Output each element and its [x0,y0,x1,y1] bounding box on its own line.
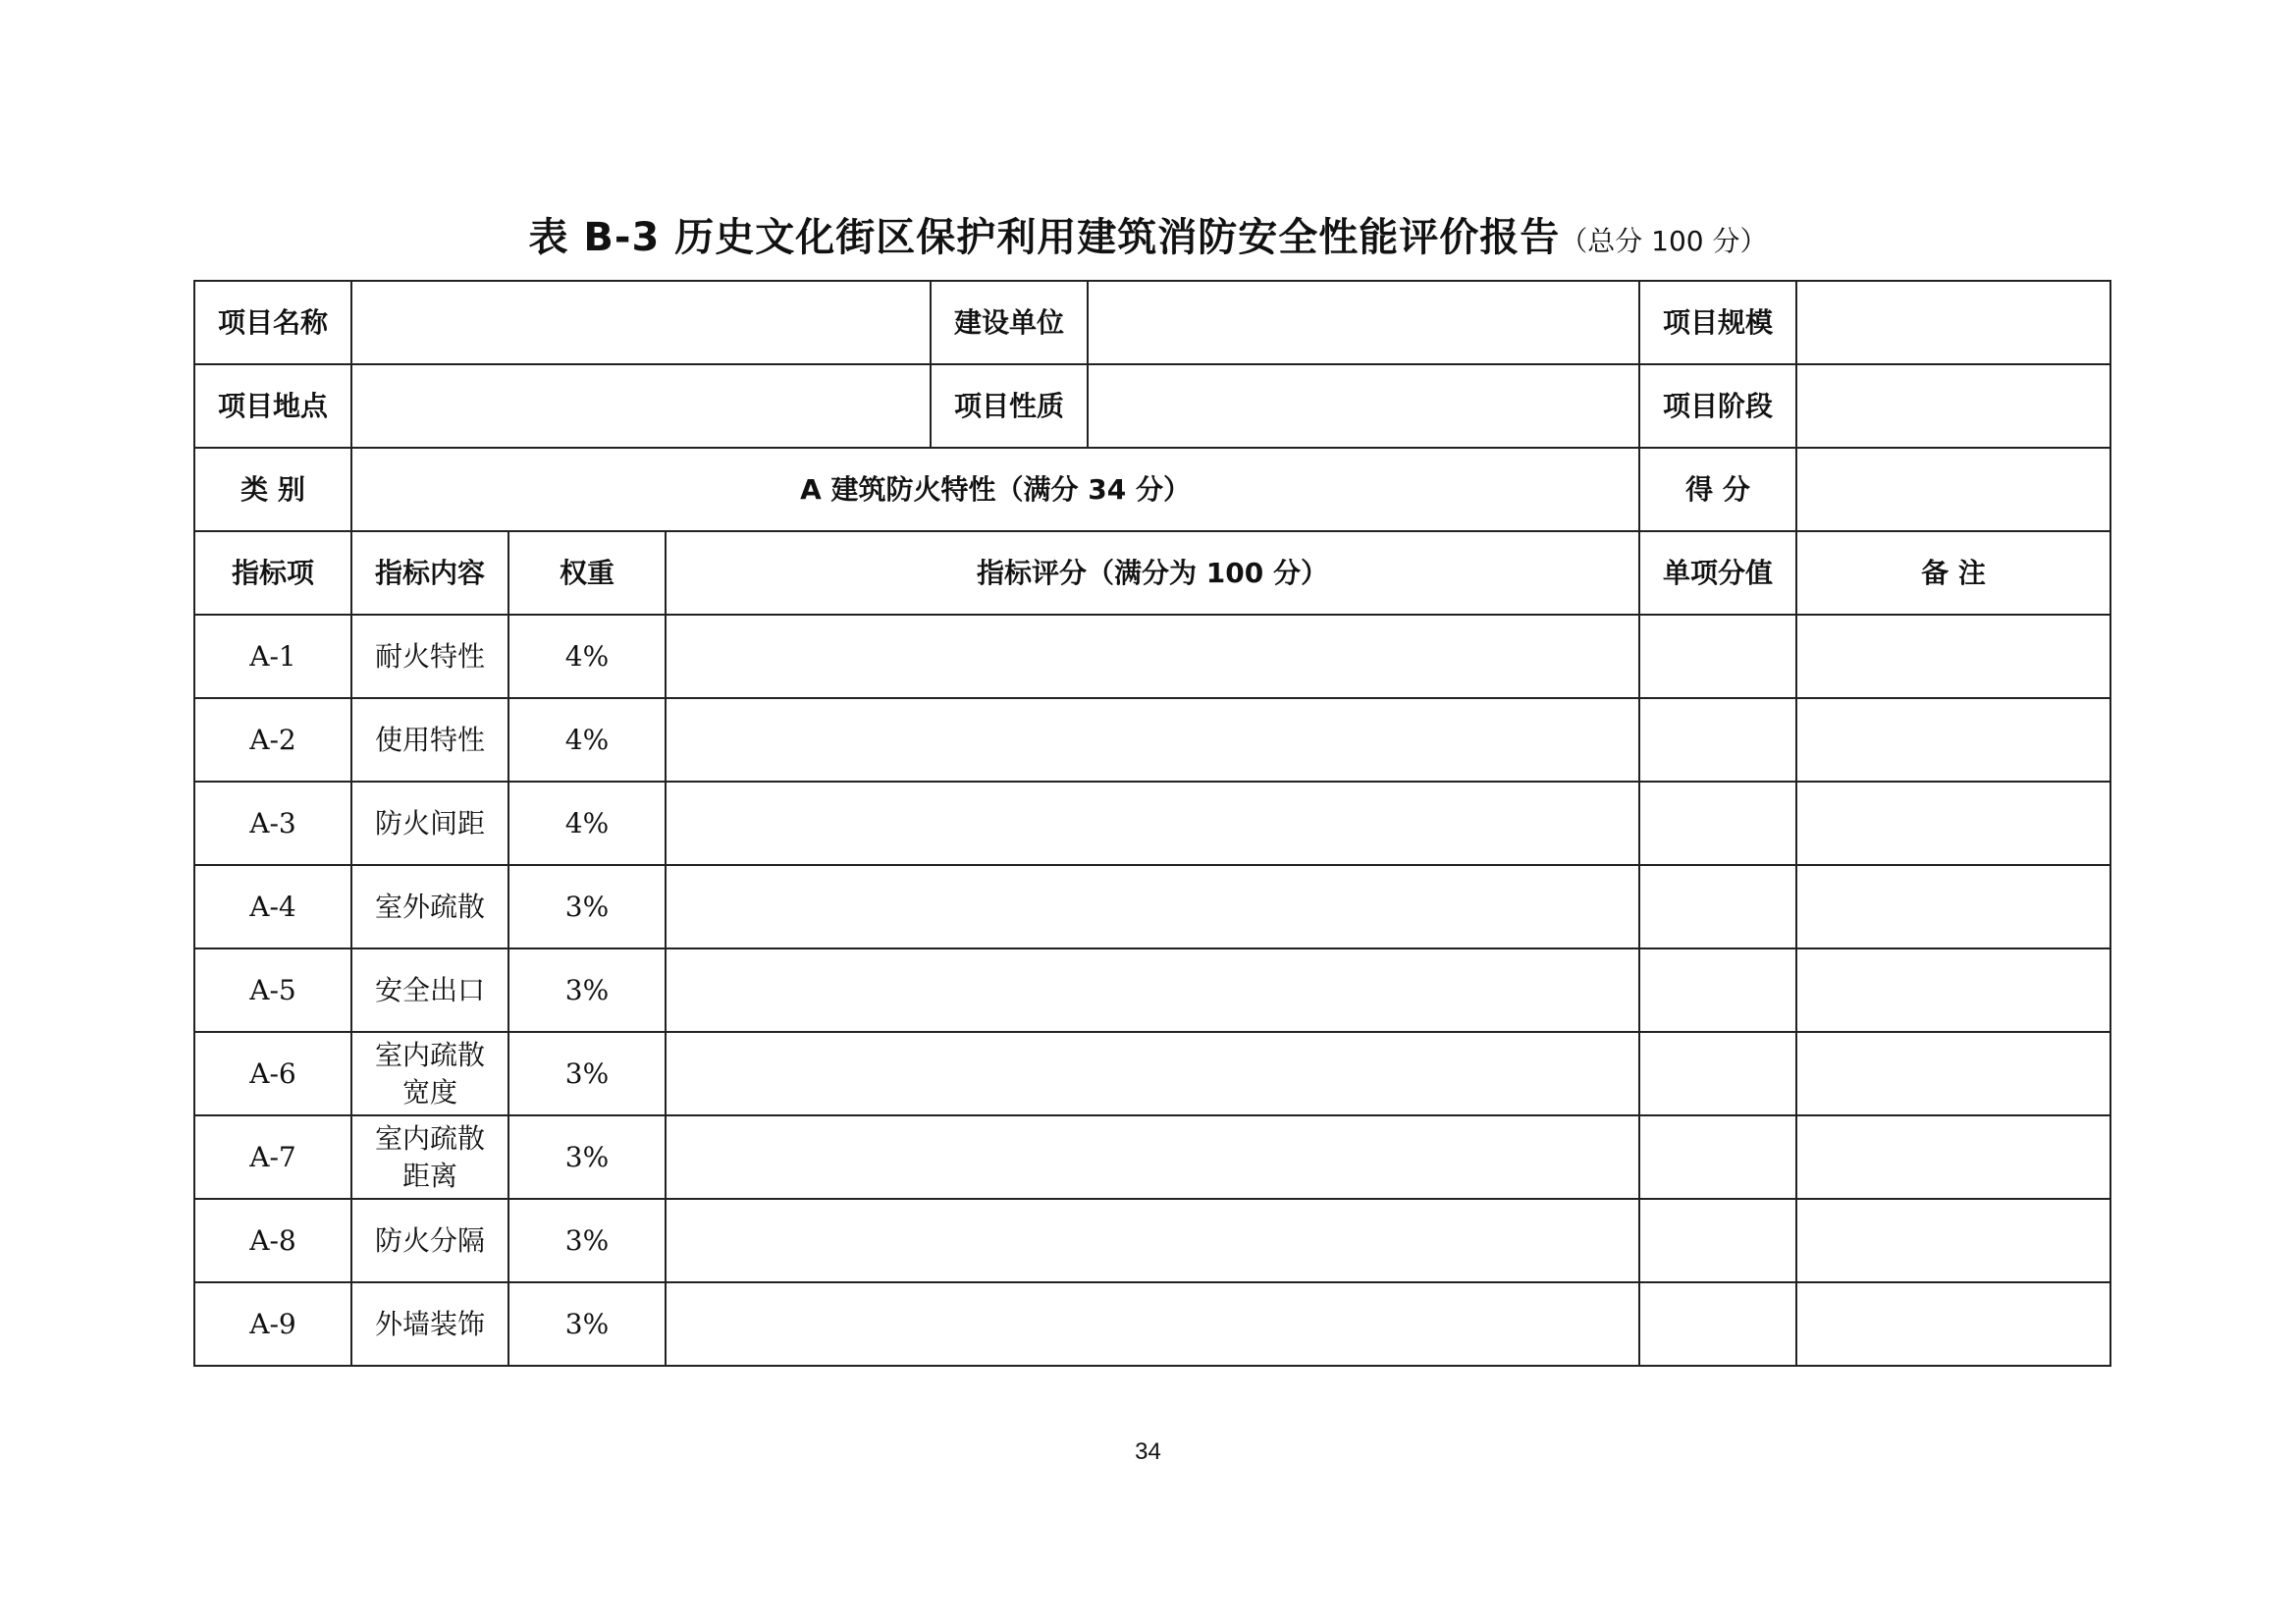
indicator-content-text: 室内疏散宽度 [374,1038,485,1109]
table-row [194,865,2110,948]
project-stage-label: 项目阶段 [1639,364,1796,448]
indicator-content [351,698,508,782]
single-score-cell[interactable] [1639,698,1796,782]
indicator-content-text: 室内疏散距离 [374,1121,485,1192]
indicator-id: A-8 [194,1199,351,1282]
indicator-id: A-5 [194,948,351,1032]
column-header-content: 指标内容 [351,531,508,615]
indicator-rating-cell[interactable] [666,698,1639,782]
indicator-weight: 4% [508,615,666,698]
project-scale-value[interactable] [1796,281,2110,364]
indicator-id: A-2 [194,698,351,782]
column-header-remark: 备 注 [1796,531,2110,615]
indicator-rating-cell[interactable] [666,1282,1639,1366]
remark-cell[interactable] [1796,948,2110,1032]
indicator-weight: 3% [508,1199,666,1282]
category-score-value[interactable] [1796,448,2110,531]
indicator-weight: 3% [508,1115,666,1199]
indicator-rating-cell[interactable] [666,948,1639,1032]
indicator-content [351,1199,508,1282]
table-row [194,698,2110,782]
project-name-value[interactable] [351,281,931,364]
table-row [194,1282,2110,1366]
single-score-cell[interactable] [1639,615,1796,698]
indicator-weight: 3% [508,865,666,948]
project-location-value[interactable] [351,364,931,448]
category-value: A 建筑防火特性（满分 34 分） [351,448,1639,531]
indicator-content [351,865,508,948]
column-header-rating: 指标评分（满分为 100 分） [666,531,1639,615]
indicator-weight: 4% [508,698,666,782]
indicator-weight: 3% [508,1032,666,1115]
table-title-main: 表 B-3 历史文化街区保护利用建筑消防安全性能评价报告 [528,215,1561,260]
indicator-weight: 4% [508,782,666,865]
indicator-content-text: 防火分隔 [374,1223,485,1257]
project-location-label: 项目地点 [194,364,351,448]
project-nature-label: 项目性质 [931,364,1088,448]
project-stage-value[interactable] [1796,364,2110,448]
single-score-cell[interactable] [1639,865,1796,948]
indicator-content-text: 外墙装饰 [374,1307,485,1340]
table-title-total-score: （总分 100 分） [1560,225,1768,257]
remark-cell[interactable] [1796,865,2110,948]
table-title [0,206,2296,277]
info-row-2 [194,364,2110,448]
indicator-content [351,948,508,1032]
indicator-rating-cell[interactable] [666,865,1639,948]
category-label: 类 别 [194,448,351,531]
remark-cell[interactable] [1796,782,2110,865]
remark-cell[interactable] [1796,615,2110,698]
single-score-cell[interactable] [1639,948,1796,1032]
table-row [194,1115,2110,1199]
builder-value[interactable] [1088,281,1639,364]
remark-cell[interactable] [1796,1199,2110,1282]
remark-cell[interactable] [1796,1115,2110,1199]
indicator-rating-cell[interactable] [666,1032,1639,1115]
indicator-content [351,615,508,698]
column-header-row [194,531,2110,615]
evaluation-report-table [193,280,2111,1367]
indicator-content [351,1282,508,1366]
indicator-rating-cell[interactable] [666,615,1639,698]
table-row [194,615,2110,698]
indicator-content [351,1115,508,1199]
indicator-rating-cell[interactable] [666,782,1639,865]
single-score-cell[interactable] [1639,1199,1796,1282]
single-score-cell[interactable] [1639,782,1796,865]
score-label: 得 分 [1639,448,1796,531]
project-scale-label: 项目规模 [1639,281,1796,364]
single-score-cell[interactable] [1639,1032,1796,1115]
category-row [194,448,2110,531]
indicator-id: A-9 [194,1282,351,1366]
indicator-id: A-6 [194,1032,351,1115]
page-number: 34 [1135,1438,1161,1465]
column-header-single-score: 单项分值 [1639,531,1796,615]
indicator-id: A-7 [194,1115,351,1199]
builder-label: 建设单位 [931,281,1088,364]
remark-cell[interactable] [1796,698,2110,782]
indicator-id: A-3 [194,782,351,865]
indicator-content [351,782,508,865]
indicator-content-text: 安全出口 [374,973,485,1006]
single-score-cell[interactable] [1639,1282,1796,1366]
remark-cell[interactable] [1796,1032,2110,1115]
table-row [194,782,2110,865]
indicator-content [351,1032,508,1115]
single-score-cell[interactable] [1639,1115,1796,1199]
project-nature-value[interactable] [1088,364,1639,448]
indicator-rating-cell[interactable] [666,1199,1639,1282]
project-name-label: 项目名称 [194,281,351,364]
indicator-id: A-4 [194,865,351,948]
table-row [194,948,2110,1032]
indicator-rating-cell[interactable] [666,1115,1639,1199]
indicator-weight: 3% [508,948,666,1032]
indicator-content-text: 防火间距 [374,806,485,839]
indicator-content-text: 使用特性 [374,723,485,756]
table-row [194,1032,2110,1115]
column-header-item: 指标项 [194,531,351,615]
info-row-1 [194,281,2110,364]
indicator-weight: 3% [508,1282,666,1366]
table-row [194,1199,2110,1282]
remark-cell[interactable] [1796,1282,2110,1366]
indicator-content-text: 耐火特性 [374,639,485,673]
column-header-weight: 权重 [508,531,666,615]
indicator-content-text: 室外疏散 [374,890,485,923]
indicator-id: A-1 [194,615,351,698]
